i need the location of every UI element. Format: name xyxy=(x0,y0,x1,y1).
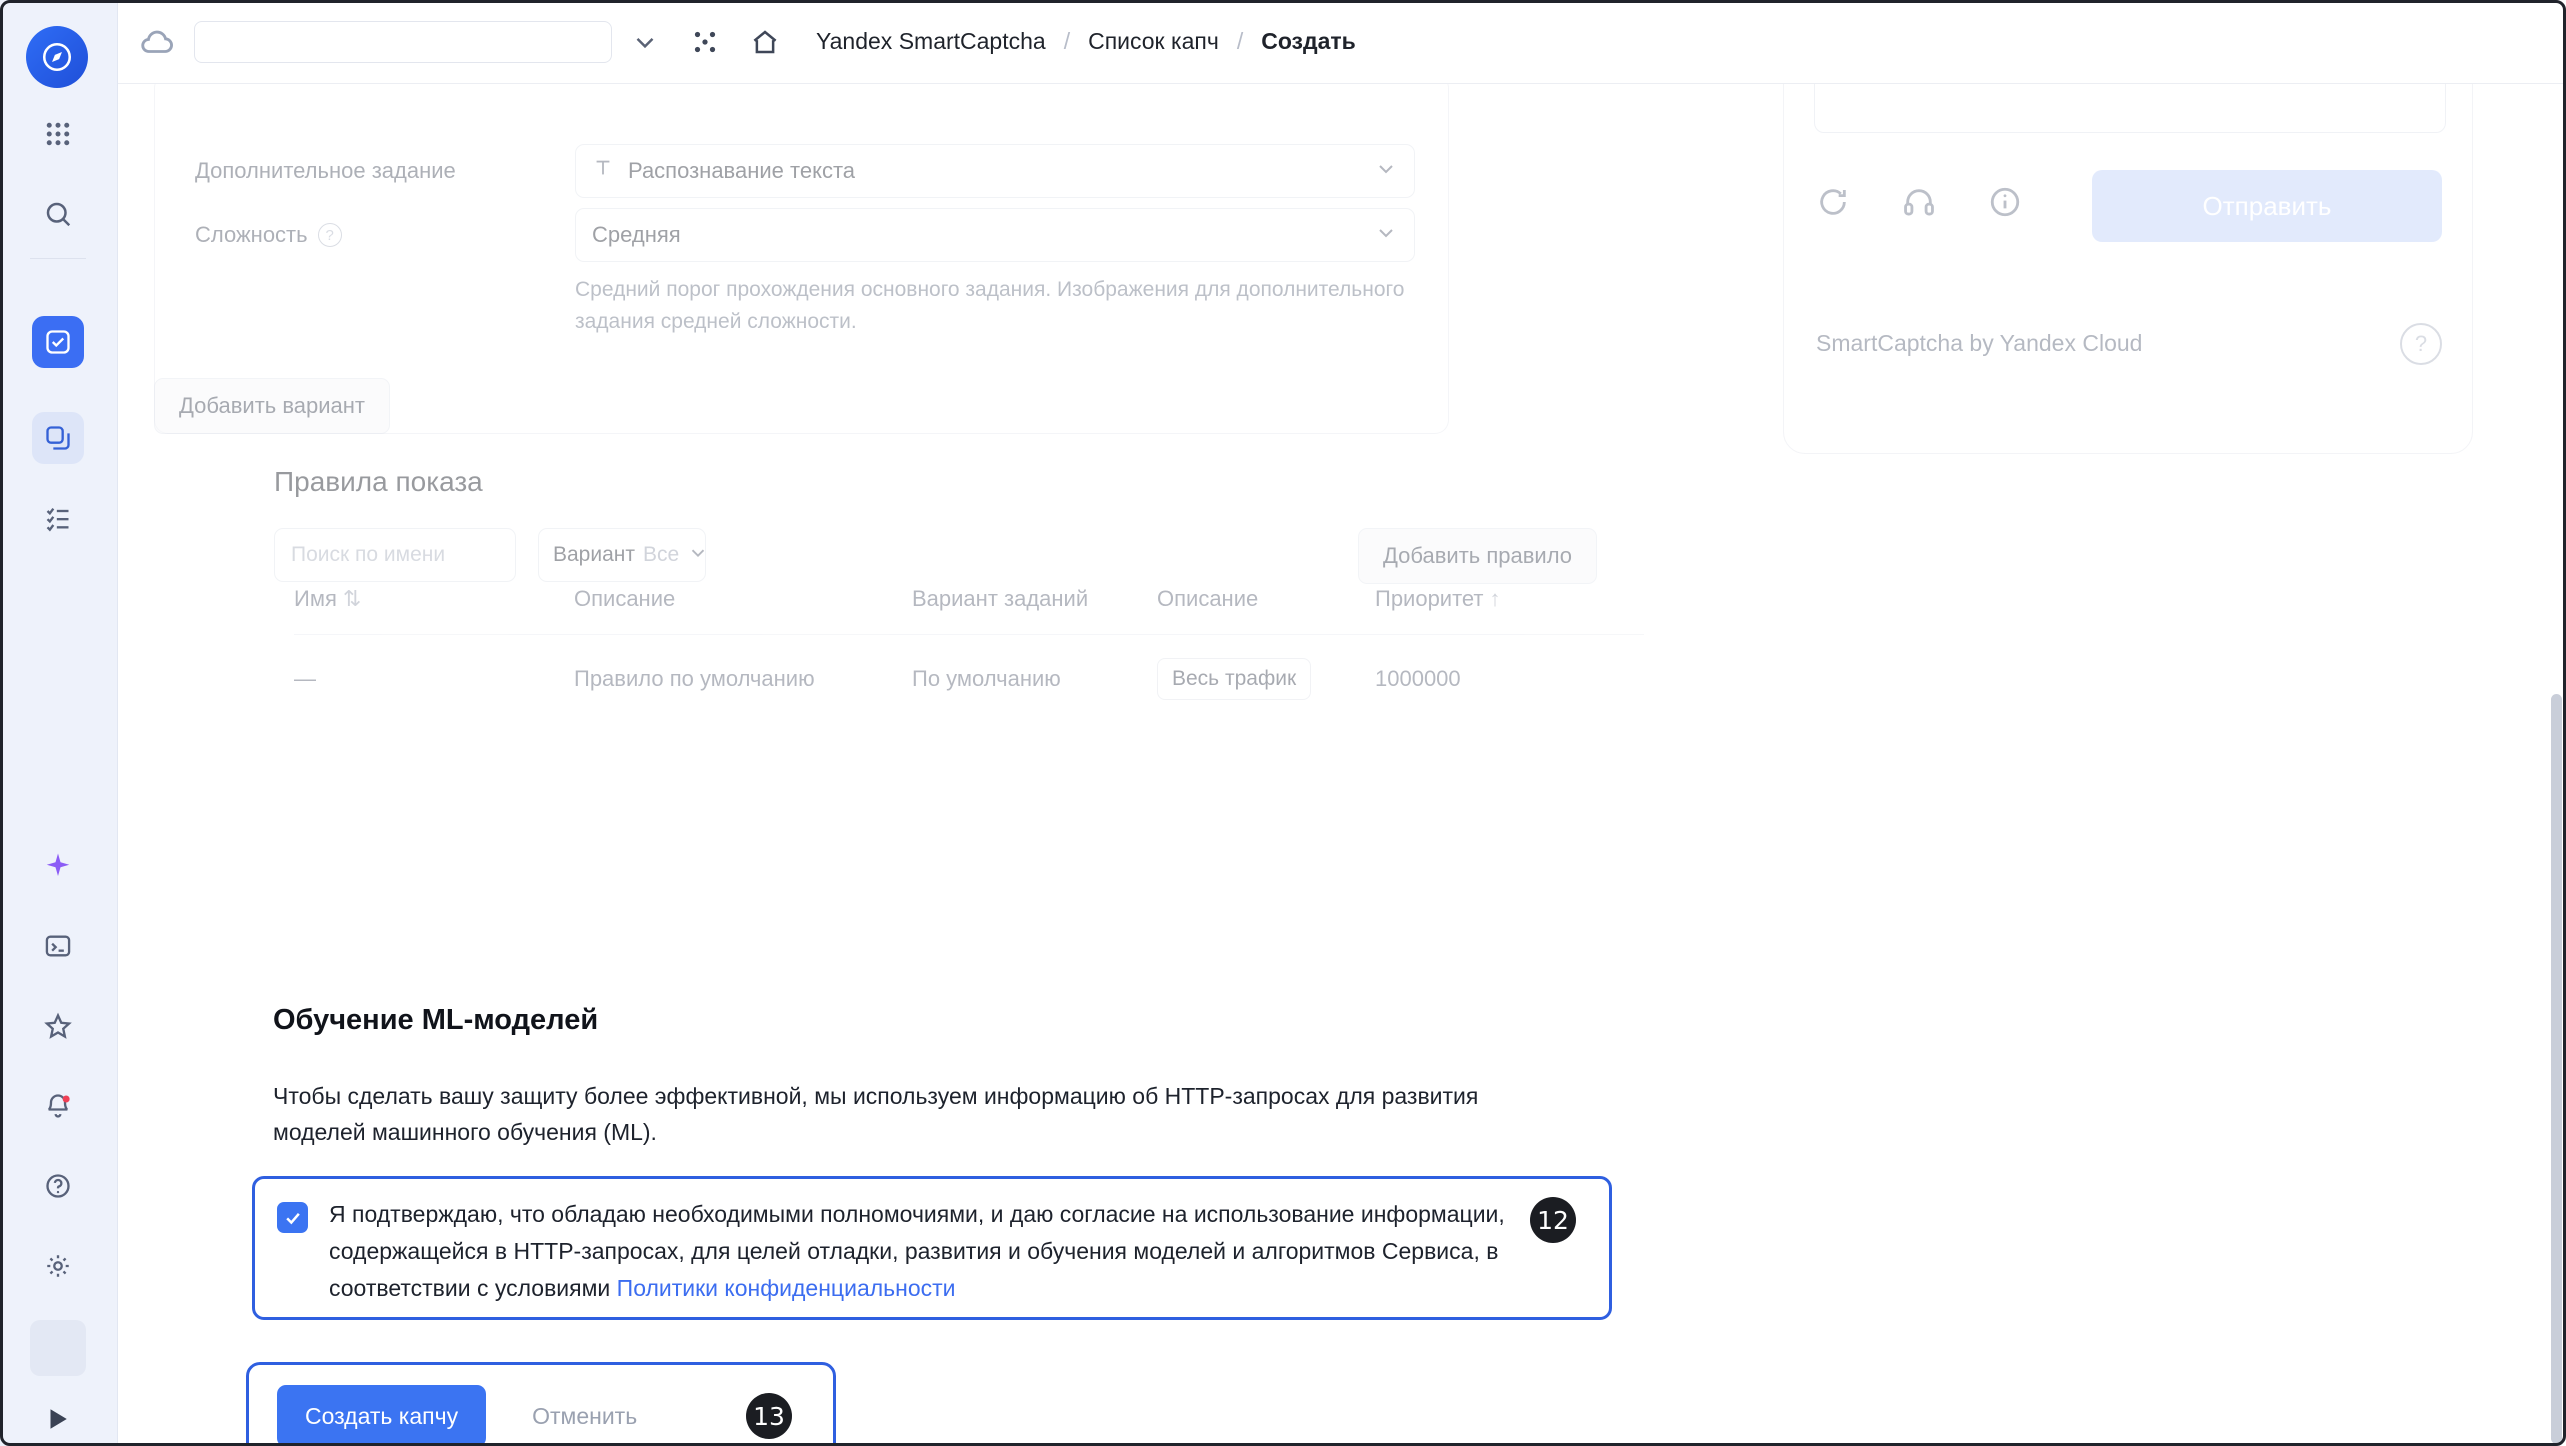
reload-icon[interactable] xyxy=(1816,185,1850,224)
captcha-preview-input[interactable] xyxy=(1814,84,2446,133)
compass-logo-icon[interactable] xyxy=(26,26,88,88)
rules-table xyxy=(294,586,1644,723)
add-rule-button[interactable]: Добавить правило xyxy=(1358,528,1597,584)
sort-up-icon: ↑ xyxy=(1489,586,1501,611)
table-header-row xyxy=(294,586,1644,635)
apps-grid-icon[interactable] xyxy=(690,27,720,57)
variant-filter-value: Все xyxy=(643,543,680,566)
column-header-name-text: Имя xyxy=(294,586,337,611)
traffic-chip: Весь трафик xyxy=(1157,658,1311,700)
chevron-down-icon xyxy=(1374,220,1398,250)
cloud-icon[interactable] xyxy=(138,23,176,61)
breadcrumb-item-list[interactable]: Список капч xyxy=(1088,28,1219,54)
organization-select[interactable] xyxy=(194,21,612,63)
sidebar-item-smartcaptcha[interactable] xyxy=(32,316,84,368)
vertical-scrollbar-thumb[interactable] xyxy=(2551,694,2562,1444)
rail-divider xyxy=(30,258,86,259)
difficulty-label-text: Сложность xyxy=(195,222,308,247)
bell-icon[interactable] xyxy=(32,1080,84,1132)
difficulty-value: Средняя xyxy=(592,222,681,247)
breadcrumb-item-service[interactable]: Yandex SmartCaptcha xyxy=(816,28,1046,54)
checklist-icon[interactable] xyxy=(32,492,84,544)
add-variant-button-wrap xyxy=(154,378,390,434)
column-header-priority-text: Приоритет xyxy=(1375,586,1484,611)
column-header-variant: Вариант заданий xyxy=(912,586,1089,611)
consent-text xyxy=(329,1196,1519,1306)
main-content xyxy=(118,84,2566,1446)
create-captcha-button[interactable]: Создать капчу xyxy=(277,1385,486,1446)
column-header-priority[interactable] xyxy=(1375,586,1575,612)
consent-checkbox[interactable] xyxy=(277,1202,308,1233)
chevron-down-icon xyxy=(1374,156,1398,186)
consent-highlight-box xyxy=(252,1176,1612,1320)
variant-filter-label: Вариант xyxy=(553,543,635,566)
step-badge-13: 13 xyxy=(746,1393,792,1439)
sidebar-item-layers[interactable] xyxy=(32,412,84,464)
search-input-placeholder: Поиск по имени xyxy=(291,543,446,566)
captcha-preview-card xyxy=(1783,84,2473,454)
captcha-submit-button[interactable]: Отправить xyxy=(2092,170,2442,242)
ml-section-paragraph: Чтобы сделать вашу защиту более эффективной, мы используем информацию об HTTP-запросах для развития моделей машинного обучения (ML). xyxy=(273,1083,1479,1145)
extra-task-label: Дополнительное задание xyxy=(195,158,456,183)
privacy-policy-link[interactable]: Политики конфиденциальности xyxy=(616,1274,956,1301)
column-header-description: Описание xyxy=(574,586,676,611)
add-rule-button-wrap xyxy=(1358,528,1597,584)
top-bar xyxy=(118,0,2566,84)
help-circle-icon[interactable] xyxy=(32,1160,84,1212)
ml-section-title: Обучение ML-моделей xyxy=(273,1004,599,1036)
cell-priority: 1000000 xyxy=(1375,666,1461,691)
rules-section-title: Правила показа xyxy=(274,466,483,497)
cell-name: — xyxy=(294,666,316,691)
difficulty-label xyxy=(195,222,342,248)
info-icon[interactable] xyxy=(1988,185,2022,224)
consent-text-body: Я подтверждаю, что обладаю необходимыми полномочиями, и даю согласие на использование информации, содержащейся в HTTP-запросах, для целей отладки, развития и обучения моделей и алгоритмов Сервиса, в соответствии с условиями xyxy=(329,1201,1505,1301)
headphones-icon[interactable] xyxy=(1902,185,1936,224)
column-header-name[interactable] xyxy=(294,586,574,612)
actions-highlight-box xyxy=(246,1362,836,1446)
help-circle-icon[interactable]: ? xyxy=(2400,323,2442,365)
captcha-preview-toolbar xyxy=(1816,185,2022,224)
variant-filter-select[interactable] xyxy=(538,528,706,582)
difficulty-select[interactable] xyxy=(575,208,1415,262)
extra-task-select[interactable] xyxy=(575,144,1415,198)
apps-grid-icon[interactable] xyxy=(32,108,84,160)
step-badge-12: 12 xyxy=(1530,1197,1576,1243)
left-icon-rail xyxy=(0,0,118,1446)
column-header-description2: Описание xyxy=(1157,586,1259,611)
star-icon[interactable] xyxy=(32,1000,84,1052)
table-row[interactable] xyxy=(294,635,1644,723)
cell-description: Правило по умолчанию xyxy=(574,666,815,691)
breadcrumb xyxy=(816,28,1356,55)
search-input[interactable] xyxy=(274,528,516,582)
cell-variant-chip xyxy=(1157,658,1375,700)
chevron-down-icon[interactable] xyxy=(630,27,660,57)
sort-updown-icon: ⇅ xyxy=(342,586,362,611)
help-circle-icon[interactable]: ? xyxy=(318,223,342,247)
difficulty-hint: Средний порог прохождения основного задания. Изображения для дополнительного задания средней сложности. xyxy=(575,278,1405,333)
terminal-icon[interactable] xyxy=(32,920,84,972)
chevron-down-icon xyxy=(687,541,709,569)
cancel-button[interactable]: Отменить xyxy=(532,1402,638,1429)
breadcrumb-item-current: Создать xyxy=(1261,28,1356,54)
rail-placeholder-tile[interactable] xyxy=(30,1320,86,1376)
breadcrumb-separator: / xyxy=(1236,28,1244,54)
extra-task-value: Распознавание текста xyxy=(628,158,856,183)
text-recognition-icon xyxy=(592,157,614,185)
add-variant-button[interactable]: Добавить вариант xyxy=(154,378,390,434)
cell-variant: По умолчанию xyxy=(912,666,1061,691)
home-icon[interactable] xyxy=(750,27,780,57)
captcha-preview-footer: SmartCaptcha by Yandex Cloud xyxy=(1816,330,2143,356)
play-icon[interactable] xyxy=(44,1406,70,1437)
search-icon[interactable] xyxy=(32,188,84,240)
breadcrumb-separator: / xyxy=(1063,28,1071,54)
gear-icon[interactable] xyxy=(32,1240,84,1292)
sparkle-ai-icon[interactable] xyxy=(32,840,84,892)
